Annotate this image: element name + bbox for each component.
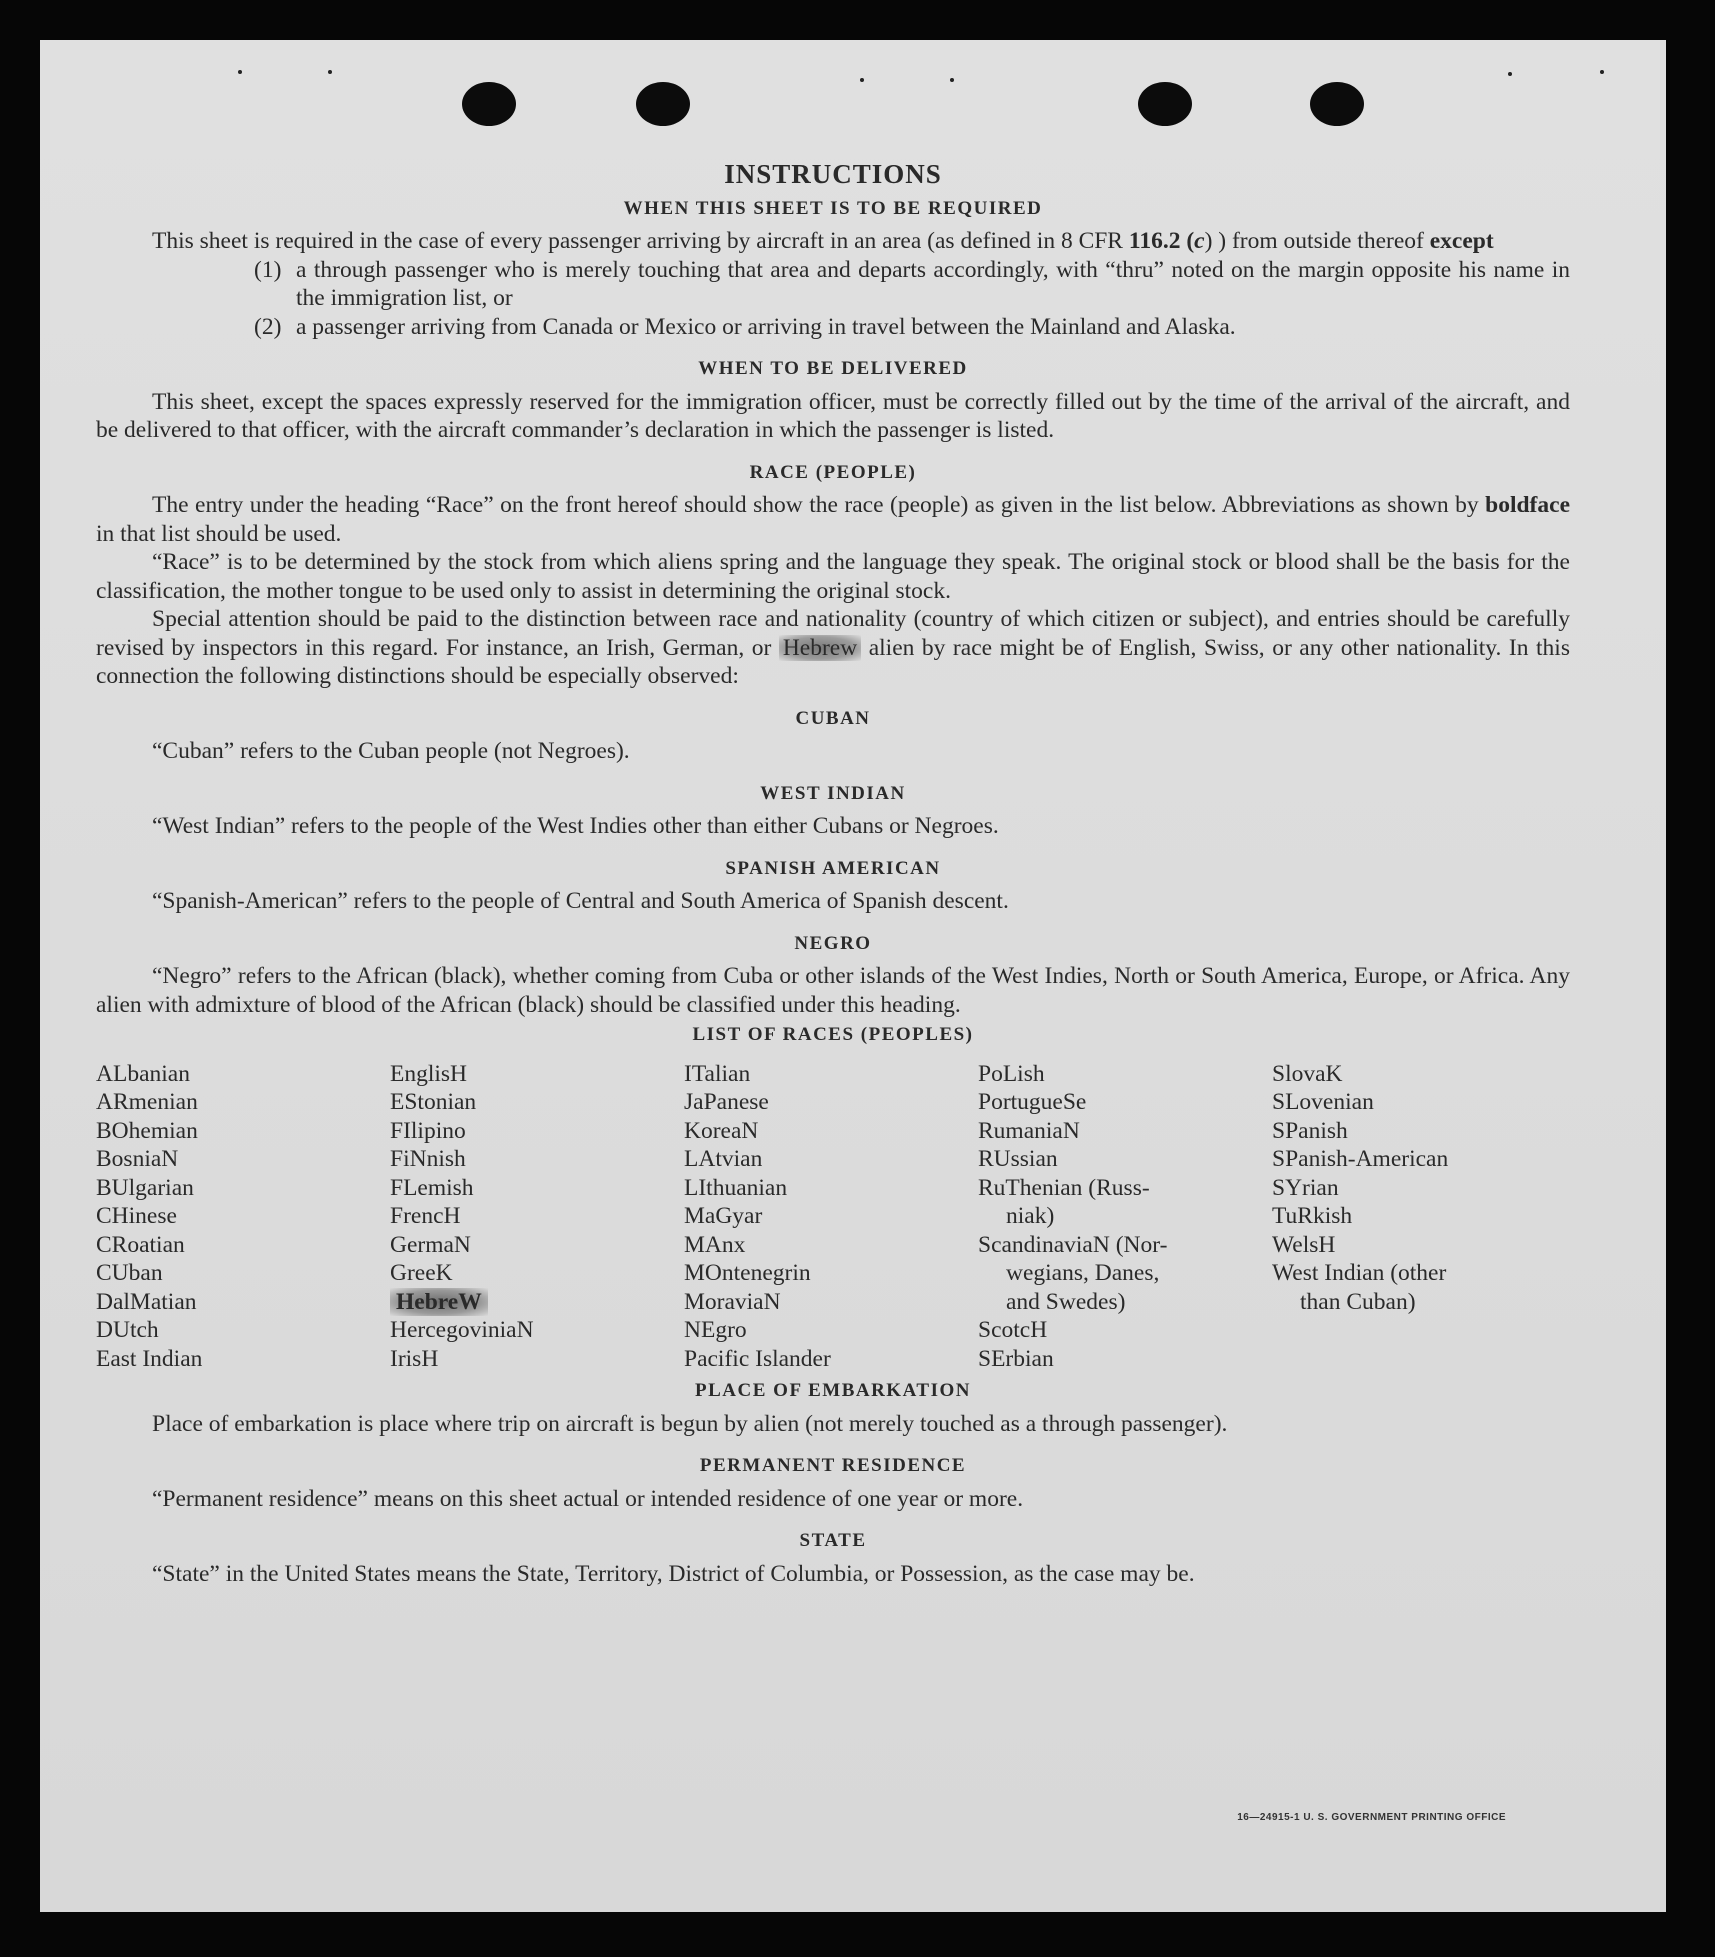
cuban-text: “Cuban” refers to the Cuban people (not Negroes). [152, 738, 630, 764]
except-word: except [1429, 228, 1494, 254]
speck [328, 70, 332, 74]
race-entry: CHinese [96, 1203, 177, 1229]
punch-hole [1138, 82, 1192, 126]
races-column-2 [390, 1060, 684, 1374]
speck [1600, 70, 1604, 74]
instructions-body [96, 160, 1570, 1588]
west-indian-text: “West Indian” refers to the people of the West Indies other than either Cubans or Negroes. [152, 813, 999, 839]
race-entry: TuRkish [1272, 1203, 1353, 1229]
heading-delivered: WHEN TO BE DELIVERED [698, 358, 968, 379]
race-entry: BUlgarian [96, 1174, 194, 1201]
race-entry: MoraviaN [684, 1288, 781, 1315]
race-entry: ARmenian [96, 1089, 198, 1115]
item-number: (1) [254, 256, 282, 283]
race-entry: RUssian [978, 1146, 1058, 1172]
heading-cuban: CUBAN [795, 707, 871, 729]
speck [238, 70, 242, 74]
heading-state: STATE [799, 1530, 867, 1551]
race-paragraph-1 [96, 491, 1570, 548]
race-entry-continued: and Swedes) [1006, 1288, 1126, 1315]
races-list [96, 1060, 1570, 1374]
race-p1-b: in that list should be used. [96, 520, 342, 547]
heading-west-indian: WEST INDIAN [760, 782, 906, 804]
race-entry: WelsH [1272, 1231, 1336, 1258]
state-text: “State” in the United States means the State, Territory, District of Columbia, or Possession, as the case may be. [152, 1560, 1195, 1587]
race-entry: SPanish-American [1272, 1146, 1449, 1172]
race-entry: RumaniaN [978, 1117, 1080, 1144]
race-entry: FiNnish [390, 1146, 466, 1172]
race-entry: SPanish [1272, 1117, 1348, 1144]
heading-required: WHEN THIS SHEET IS TO BE REQUIRED [623, 197, 1043, 219]
punch-hole [1310, 82, 1364, 126]
spanish-american-text: “Spanish-American” refers to the people of Central and South America of Spanish descent. [152, 888, 1009, 914]
race-entry: Pacific Islander [684, 1345, 831, 1372]
boldface-word: boldface [1485, 492, 1570, 518]
required-intro-b: ) ) from outside thereof [1204, 228, 1430, 254]
negro-text: “Negro” refers to the African (black), whether coming from Cuba or other islands of the West Indies, North or South America, Europe, or Africa. Any alien with admixture of blood of the African (black) should be classified under this heading. [96, 963, 1570, 1018]
race-entry: GreeK [390, 1260, 453, 1286]
races-column-4 [978, 1060, 1272, 1374]
race-entry: RuThenian (Russ- [978, 1174, 1150, 1201]
cfr-ref-letter: c [1194, 228, 1205, 254]
heading-negro: NEGRO [794, 932, 872, 954]
embarkation-text: Place of embarkation is place where trip on aircraft is begun by alien (not merely touched as a through passenger). [152, 1410, 1228, 1437]
race-entry: FrencH [390, 1203, 461, 1229]
heading-race: RACE (PEOPLE) [749, 461, 917, 483]
race-entry: ScotcH [978, 1317, 1048, 1343]
race-entry: JaPanese [684, 1089, 769, 1115]
race-entry: BOhemian [96, 1117, 198, 1144]
speck [950, 78, 954, 82]
item-text: a through passenger who is merely touching that area and departs accordingly, with “thru” noted on the margin opposite his name in the immigration list, or [296, 256, 1570, 311]
race-entry: LIthuanian [684, 1174, 788, 1201]
race-entry: EStonian [390, 1089, 477, 1115]
required-intro [96, 227, 1570, 256]
race-entry: MAnx [684, 1231, 746, 1258]
speck [1508, 72, 1512, 76]
page-title: INSTRUCTIONS [724, 159, 942, 189]
punch-hole [636, 82, 690, 126]
smudged-word: Hebrew [779, 635, 861, 661]
race-p3-a: Special attention should be paid to the distinction between race and nationality (country of which citizen or subject), and entries should be carefully revised by inspectors in this regard. For instance, an Irish, German, or [96, 606, 1570, 661]
race-p1-a: The entry under the heading “Race” on the front hereof should show the race (people) as given in the list below. Abbreviations as shown by [152, 492, 1486, 518]
heading-permanent-residence: PERMANENT RESIDENCE [699, 1455, 967, 1476]
race-entry: HercegoviniaN [390, 1317, 534, 1343]
race-entry: MOntenegrin [684, 1260, 811, 1286]
race-entry: SErbian [978, 1345, 1054, 1372]
heading-embarkation: PLACE OF EMBARKATION [695, 1380, 971, 1401]
race-entry-continued: wegians, Danes, [1006, 1260, 1160, 1286]
heading-list-of-races: LIST OF RACES (PEOPLES) [692, 1024, 974, 1045]
race-entry: EnglisH [390, 1060, 468, 1087]
race-entry-smudged: HebreW [390, 1288, 488, 1317]
race-entry: CRoatian [96, 1231, 185, 1258]
item-number: (2) [254, 313, 282, 340]
race-paragraph-2: “Race” is to be determined by the stock from which aliens spring and the language they speak. The original stock or blood shall be the basis for the classification, the mother tongue to be used only to assist in determining the original stock. [96, 549, 1570, 604]
race-entry: BosniaN [96, 1146, 179, 1172]
race-entry: NEgro [684, 1317, 747, 1343]
race-entry: East Indian [96, 1345, 203, 1372]
race-entry: CUban [96, 1260, 163, 1286]
list-item [96, 256, 1570, 313]
required-intro-ref [1129, 228, 1205, 254]
race-entry: GermaN [390, 1231, 471, 1258]
race-entry: SLovenian [1272, 1089, 1374, 1115]
item-text: a passenger arriving from Canada or Mexico or arriving in travel between the Mainland and Alaska. [296, 313, 1236, 340]
race-entry-continued: niak) [1006, 1203, 1055, 1229]
delivered-text: This sheet, except the spaces expressly reserved for the immigration officer, must be correctly filled out by the time of the arrival of the aircraft, and be delivered to that officer, with the aircraft commander’s declaration in which the passenger is listed. [96, 388, 1570, 443]
race-entry: MaGyar [684, 1203, 763, 1229]
race-entry: FLemish [390, 1174, 474, 1201]
race-entry: IrisH [390, 1345, 439, 1372]
race-entry: West Indian (other [1272, 1260, 1447, 1286]
required-intro-a: This sheet is required in the case of every passenger arriving by aircraft in an area (as defined in 8 CFR [152, 228, 1123, 254]
race-entry: PortugueSe [978, 1089, 1087, 1115]
race-entry: ALbanian [96, 1060, 190, 1087]
heading-spanish-american: SPANISH AMERICAN [725, 857, 941, 879]
race-entry-continued: than Cuban) [1300, 1288, 1416, 1315]
race-entry: FIlipino [390, 1117, 466, 1144]
race-p3-b: alien by race might be of English, Swiss, or any other nationality. In this connection the following distinctions should be especially observed: [96, 634, 1570, 689]
race-entry: ITalian [684, 1060, 751, 1087]
race-entry: SlovaK [1272, 1060, 1343, 1087]
race-entry: DalMatian [96, 1288, 197, 1315]
race-entry: ScandinaviaN (Nor- [978, 1231, 1168, 1258]
speck [860, 78, 864, 82]
race-entry: SYrian [1272, 1174, 1339, 1201]
race-entry: KoreaN [684, 1117, 759, 1144]
race-paragraph-3 [96, 605, 1570, 691]
printing-office-code: 16—24915-1 U. S. GOVERNMENT PRINTING OFFICE [1237, 1812, 1506, 1823]
race-entry: DUtch [96, 1317, 159, 1343]
race-entry: LAtvian [684, 1146, 763, 1172]
races-column-3 [684, 1060, 978, 1374]
races-column-5 [1272, 1060, 1566, 1374]
race-entry: PoLish [978, 1060, 1045, 1087]
residence-text: “Permanent residence” means on this sheet actual or intended residence of one year or more. [152, 1485, 1024, 1512]
list-item [96, 313, 1570, 342]
punch-hole [462, 82, 516, 126]
cfr-ref: 116.2 ( [1128, 228, 1195, 254]
races-column-1 [96, 1060, 390, 1374]
document-sheet [40, 40, 1666, 1912]
